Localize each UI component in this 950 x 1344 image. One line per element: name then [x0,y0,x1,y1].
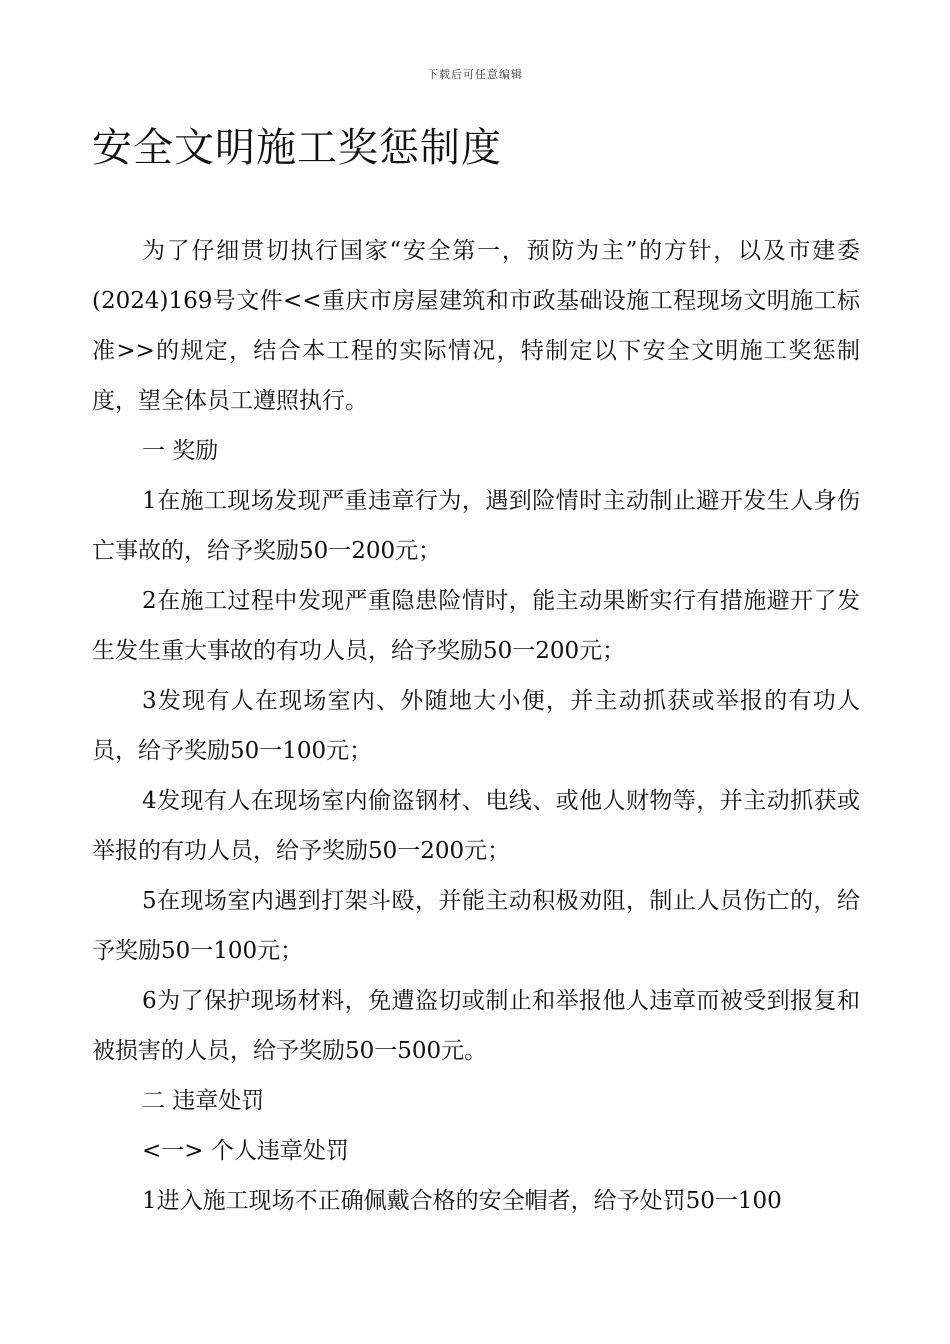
reward-item-3: 3发现有人在现场室内、外随地大小便，并主动抓获或举报的有功人员，给予奖励50一100元； [92,688,860,764]
document-body [92,226,860,1226]
reward-item-4: 4发现有人在现场室内偷盗钢材、电线、或他人财物等，并主动抓获或举报的有功人员，给予奖励50一200元； [92,788,860,864]
page-header-note: 下载后可任意编辑 [427,68,523,81]
section-heading-rewards: 一 奖励 [142,438,219,464]
penalty-item-1: 1进入施工现场不正确佩戴合格的安全帽者，给予处罚50一100 [142,1188,782,1214]
reward-item-6: 6为了保护现场材料，免遭盗切或制止和举报他人违章而被受到报复和被损害的人员，给予奖励50一500元。 [92,988,860,1064]
reward-item-5: 5在现场室内遇到打架斗殴，并能主动积极劝阻，制止人员伤亡的，给予奖励50一100元； [92,888,860,964]
section-heading-penalties: 二 违章处罚 [142,1088,265,1114]
reward-item-1: 1在施工现场发现严重违章行为，遇到险情时主动制止避开发生人身伤亡事故的，给予奖励50一200元； [92,488,860,564]
document-title: 安全文明施工奖惩制度 [92,125,502,171]
reward-item-2: 2在施工过程中发现严重隐患险情时，能主动果断实行有措施避开了发生发生重大事故的有功人员，给予奖励50一200元； [92,588,860,664]
intro-paragraph: 为了仔细贯切执行国家“安全第一，预防为主”的方针，以及市建委(2024)169号文件<<重庆市房屋建筑和市政基础设施工程现场文明施工标准>>的规定，结合本工程的实际情况，特制定以下安全文明施工奖惩制度，望全体员工遵照执行。 [92,238,860,414]
subsection-heading-individual: <一> 个人违章处罚 [142,1138,349,1164]
